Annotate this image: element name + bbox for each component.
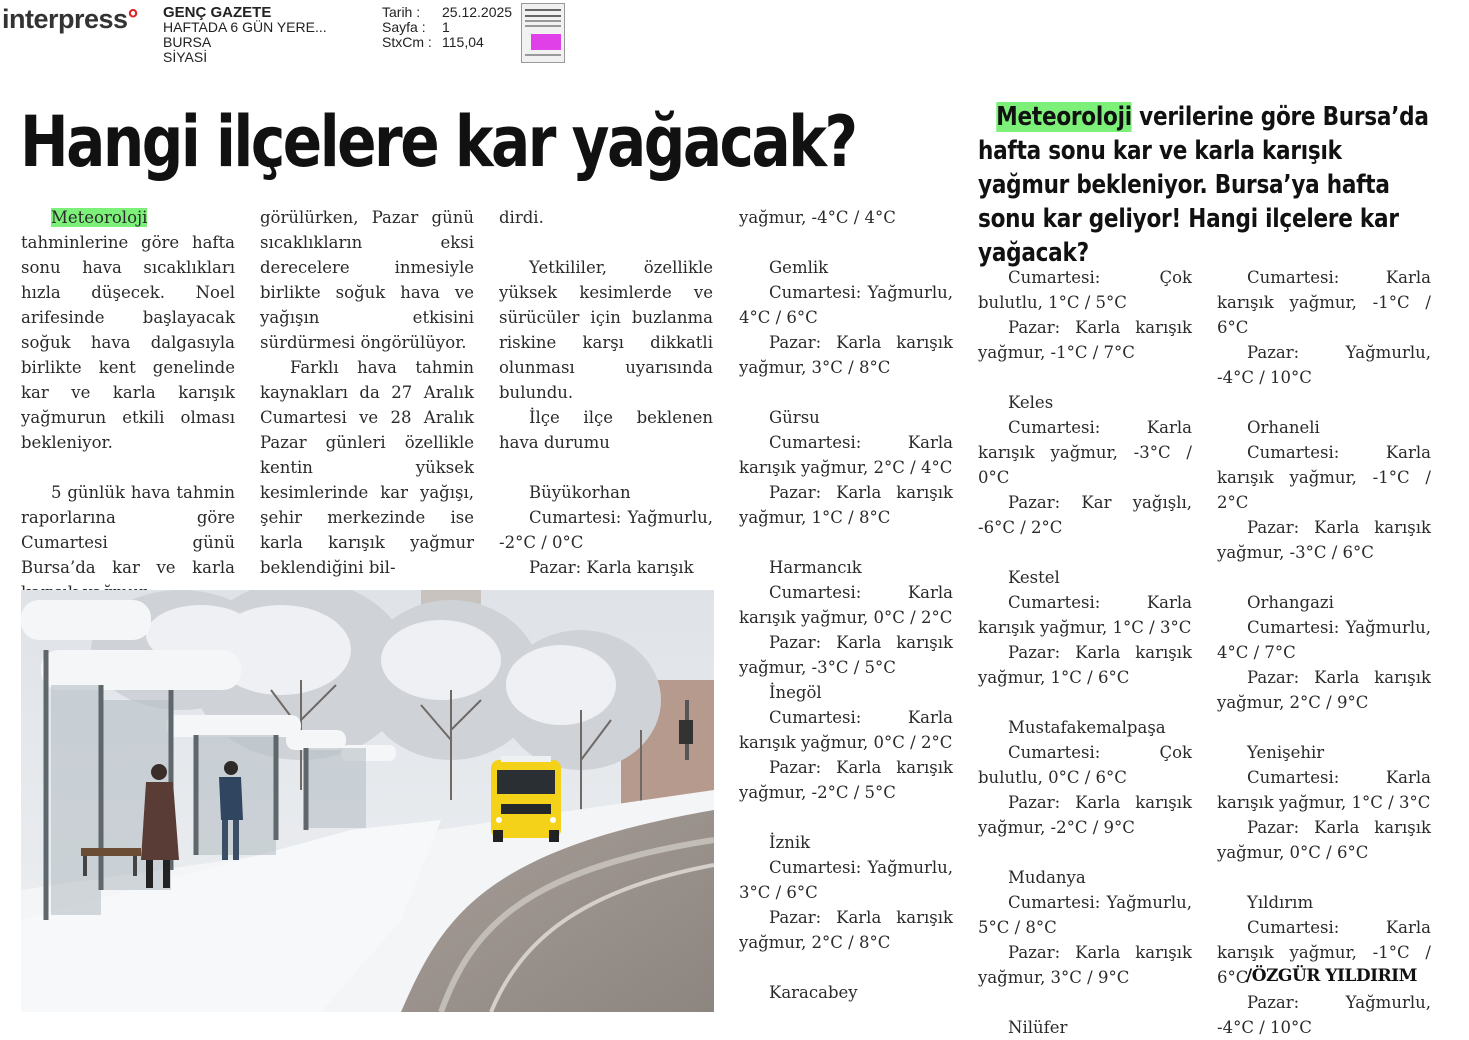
district-sunday: Pazar: Karla karışık yağmur, -1°C / 7°C bbox=[978, 318, 1192, 362]
date-value: 25.12.2025 bbox=[442, 4, 513, 20]
col1-paragraph-1: tahminlerine göre hafta sonu hava sıcaklıkları hızla düşecek. Noel arifesinde başlayacak soğuk hava dalgasıyla birlikte kent genelinde kar ve karla karışık yağmurun etkili olması bekleniyor. bbox=[21, 233, 235, 452]
district-saturday: Cumartesi: Karla karışık yağmur, -1°C / 6°C bbox=[1217, 268, 1431, 337]
col1-paragraph-2: 5 günlük hava tahmin raporlarına göre Cumartesi günü Bursa’da kar ve karla bbox=[21, 483, 235, 577]
district-name: Keles bbox=[1008, 393, 1054, 412]
bus-icon bbox=[491, 756, 561, 842]
district-name: Yenişehir bbox=[1247, 743, 1325, 762]
district-name: Mudanya bbox=[1008, 868, 1086, 887]
page-thumbnail[interactable] bbox=[521, 3, 565, 63]
lead-keyword-highlight: Meteoroloji bbox=[996, 102, 1132, 132]
district-saturday: Cumartesi: Yağmurlu, 5°C / 8°C bbox=[978, 893, 1192, 937]
district-name: Yıldırım bbox=[1247, 893, 1314, 912]
district-sunday: Pazar: Karla karışık yağmur, -2°C / 9°C bbox=[978, 793, 1192, 837]
district-saturday: Cumartesi: Yağmurlu, -2°C / 0°C bbox=[499, 508, 713, 552]
lead-text: verilerine göre Bursa’da hafta sonu kar ve karla karışık yağmur bekleniyor. Bursa’ya hafta sonu kar geliyor! Hangi ilçelere kar yağacak? bbox=[978, 102, 1429, 268]
district-saturday: Cumartesi: Karla karışık yağmur, 1°C / 3°C bbox=[978, 593, 1192, 637]
col3-paragraph-2: Yetkililer, özellikle yüksek kesimlerde ve sürücüler için buzlanma riskine karşı dikkatli olunması uyarısında bulundu. bbox=[499, 258, 713, 402]
col3-paragraph-1: dirdi. bbox=[499, 208, 544, 227]
district-sunday: Pazar: Karla karışık yağmur, 2°C / 9°C bbox=[1217, 668, 1431, 712]
district-sunday: Pazar: Karla karışık yağmur, 1°C / 8°C bbox=[739, 483, 953, 527]
district-sunday: Pazar: Karla karışık yağmur, 0°C / 6°C bbox=[1217, 818, 1431, 862]
page-label: Sayfa : bbox=[382, 19, 426, 35]
district-sunday: Pazar: Karla karışık yağmur, 3°C / 9°C bbox=[978, 943, 1192, 987]
district-saturday: Cumartesi: Karla karışık yağmur, 1°C / 3°C bbox=[1217, 768, 1431, 812]
district-sunday: Pazar: Karla karışık yağmur, -3°C / 5°C bbox=[739, 633, 953, 677]
district-sunday: Pazar: Karla karışık yağmur, 1°C / 6°C bbox=[978, 643, 1192, 687]
district-name: Gürsu bbox=[769, 408, 820, 427]
publication-city: BURSA bbox=[163, 34, 212, 50]
snowy-bus-stop-image bbox=[21, 590, 714, 1012]
district-saturday: Cumartesi: Karla karışık yağmur, 2°C / 4°C bbox=[739, 433, 953, 477]
district-sunday: Pazar: Yağmurlu, -4°C / 10°C bbox=[1217, 993, 1431, 1037]
district-name: Büyükorhan bbox=[529, 483, 631, 502]
district-saturday: Cumartesi: Çok bulutlu, 0°C / 6°C bbox=[978, 743, 1192, 787]
district-saturday: Cumartesi: Yağmurlu, 3°C / 6°C bbox=[739, 858, 953, 902]
district-saturday: Cumartesi: Yağmurlu, 4°C / 7°C bbox=[1217, 618, 1431, 662]
district-sunday: Pazar: Kar yağışlı, -6°C / 2°C bbox=[978, 493, 1192, 537]
district-name: İnegöl bbox=[769, 683, 822, 702]
district-sunday: Pazar: Karla karışık yağmur, 3°C / 8°C bbox=[739, 333, 953, 377]
district-sunday: Pazar: Karla karışık yağmur, 2°C / 8°C bbox=[739, 908, 953, 952]
district-saturday: Cumartesi: Karla karışık yağmur, 0°C / 2°C bbox=[739, 708, 953, 752]
stxcm-value: 115,04 bbox=[442, 34, 484, 50]
interpress-logo: interpress° bbox=[2, 4, 138, 34]
article-column-2 bbox=[260, 205, 474, 580]
publication-slogan: HAFTADA 6 GÜN YERE... bbox=[163, 19, 327, 35]
district-saturday: Cumartesi: Karla karışık yağmur, -1°C / 6°C bbox=[1217, 918, 1431, 987]
district-name: Harmancık bbox=[769, 558, 862, 577]
district-sunday: Pazar: Karla karışık yağmur, -2°C / 5°C bbox=[739, 758, 953, 802]
district-name: İznik bbox=[769, 833, 811, 852]
article-lead bbox=[978, 100, 1433, 270]
district-saturday: Cumartesi: Çok bulutlu, 1°C / 5°C bbox=[978, 268, 1192, 312]
article-column-1 bbox=[21, 205, 235, 605]
district-saturday: Cumartesi: Yağmurlu, 4°C / 6°C bbox=[739, 283, 953, 327]
district-sunday-cont: yağmur, -4°C / 4°C bbox=[739, 208, 896, 227]
col2-paragraph-2: Farklı hava tahmin kaynakları da 27 Aralık Cumartesi ve 28 Aralık Pazar günleri özellikle kentin yüksek kesimlerinde kar yağışı, şehir merkezinde ise karla karışık yağmur beklendiğini bil- bbox=[260, 358, 474, 577]
district-saturday: Cumartesi: Karla karışık yağmur, -3°C / 0°C bbox=[978, 418, 1192, 487]
district-name: Orhangazi bbox=[1247, 593, 1334, 612]
article-headline: Hangi ilçelere kar yağacak? bbox=[20, 101, 856, 183]
district-saturday: Cumartesi: Karla karışık yağmur, 0°C / 2°C bbox=[739, 583, 953, 627]
district-name: Orhaneli bbox=[1247, 418, 1320, 437]
district-sunday: Pazar: Karla karışık bbox=[529, 558, 694, 577]
district-name: Gemlik bbox=[769, 258, 829, 277]
district-saturday: Cumartesi: Karla karışık yağmur, -1°C / 2°C bbox=[1217, 443, 1431, 512]
article-column-3 bbox=[499, 205, 713, 580]
article-column-6 bbox=[1217, 265, 1431, 1040]
article-photo bbox=[21, 590, 714, 1012]
article-byline: /ÖZGÜR YILDIRIM bbox=[1246, 966, 1417, 986]
article-column-4 bbox=[739, 205, 953, 1005]
district-name: Mustafakemalpaşa bbox=[1008, 718, 1166, 737]
district-name: Nilüfer bbox=[1008, 1018, 1068, 1037]
district-name: Kestel bbox=[1008, 568, 1060, 587]
publication-category: SİYASİ bbox=[163, 49, 208, 65]
district-sunday: Pazar: Yağmurlu, -4°C / 10°C bbox=[1217, 343, 1431, 387]
date-label: Tarih : bbox=[382, 4, 421, 20]
col3-subhead: İlçe ilçe beklenen hava durumu bbox=[499, 408, 713, 452]
district-sunday: Pazar: Karla karışık yağmur, -3°C / 6°C bbox=[1217, 518, 1431, 562]
article-column-5 bbox=[978, 265, 1192, 1040]
stxcm-label: StxCm : bbox=[382, 34, 432, 50]
col2-paragraph-1: görülürken, Pazar günü sıcaklıkların eksi derecelere inmesiyle birlikte soğuk hava ve yağışın etkisini sürdürmesi öngörülüyor. bbox=[260, 208, 474, 352]
page-value: 1 bbox=[442, 19, 450, 35]
district-name: Karacabey bbox=[769, 983, 858, 1002]
publication-name: GENÇ GAZETE bbox=[163, 4, 272, 21]
body-keyword-highlight: Meteoroloji bbox=[51, 208, 148, 227]
